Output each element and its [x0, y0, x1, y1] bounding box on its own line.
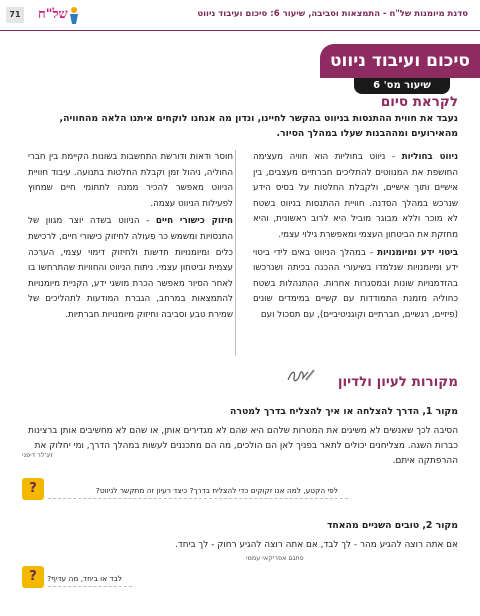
lesson-title: סיכום ועיבוד ניווט: [320, 44, 480, 78]
source-2-author: פתגם אפריקאי עממי: [246, 554, 304, 562]
lesson-number-tag: שיעור מס' 6: [354, 78, 450, 94]
closing-left-column: [28, 150, 233, 326]
paragraph-term: חיזוק כישורי חיים: [155, 216, 234, 227]
question-text: לבד או ביחד, מה עדיף?: [47, 574, 122, 583]
paragraph-term: ביטוי ידע ומיומנויות: [377, 247, 458, 258]
page-number: 71: [6, 7, 24, 23]
source-2-text: אם אתה רוצה להגיע מהר - לך לבד, אם אתה רוצה להגיע רחוק - לך ביחד.: [175, 540, 458, 550]
closing-intro: נעבד את חווית ההתנסות בניווט בהקשר לחיינו, ונדון מה אנחנו לוקחים איתנו הלאה מהחוויה, מהאירועים ומההבנות שעלו במהלך הסיור.: [59, 113, 458, 139]
handwriting-pen-icon: [286, 366, 316, 386]
sources-heading: מקורות לעיון ולדיון: [337, 374, 458, 390]
running-title: סדנת מיומנות של"ח - התמצאות וסביבה, שיעור 6: סיכום ועיבוד ניווט: [197, 9, 468, 19]
paragraph-text: חוסר ודאות ודורשת התחשבות בשונות הקיימת בין חברי החוליה, ניהול זמן וקבלת החלטות בתנועה. עיבוד חוויית הניווט מאפשר להכיר ממנה לתחומי חיים שמחוץ לפעילות הניווט עצמה.: [28, 152, 233, 209]
closing-paragraph: [253, 246, 458, 324]
shelah-logo: [34, 4, 84, 26]
running-header: [0, 0, 480, 31]
closing-paragraph: [28, 214, 233, 323]
logo-text: של"ח: [38, 7, 68, 22]
question-text: לפי הקטע, למה אנו זקוקים כדי להצליח בדרך? כיצד רעיון זה מתקשר לניווט?: [95, 486, 338, 495]
question-mark-icon: ?: [22, 478, 44, 500]
source-2-question: [22, 566, 462, 588]
closing-paragraph: [253, 150, 458, 244]
paragraph-text: - במהלך הניווט באים לידי ביטוי ידע ומיומנויות שנלמדו בשיעורי ההכנה בכיתה ושנרכשו בהזדמנויות שונות ובמסגרות אחרות. ההתנהלות בשטח כחוליה מזמנת התמודדות עם קשיים במימדים שונים (פיזיים, רגשיים, חברתיים וקוגניטיביים), עם תסכול ועם: [253, 247, 458, 320]
paragraph-term: ניווט בחוליות: [401, 152, 459, 162]
source-1-text: הסיבה לכך שאנשים לא משיגים את המטרות שלהם היא שהם לא מגדירים אותן, או שהם לא מחשיבים אותן ברצינות כברות השגה. מצליחנים יכולים לתאר בפניך לאן הם הולכים, מה הם מתכננים לעשות במהלך הדרך, ומי יחלוק את ההרפתקה איתם.: [28, 426, 458, 466]
source-1-title: מקור 1, הדרך להצלחה או איך להצליח בדרך למטרה: [229, 406, 458, 417]
question-mark-icon: ?: [22, 566, 44, 588]
closing-paragraph: [28, 150, 233, 212]
source-2-title: מקור 2, טובים השניים מהאחד: [326, 520, 458, 531]
paragraph-text: - ניווט בחוליות הוא חוויה מעצימה החושפת את המנווטים להתליכים חברתיים מעצבים, בין אישיים ותוך אישיים, ולקבלת החלטות על בסיס הידע שנרכש במהלך הסדנה. חוויית ההתנסות בניווט בשטח לא מוכר וללא מבוגר מוביל היא לרוב ראשונית, והיא מחזקת את הביטחון העצמי ומאפשרת גילוי עצמי.: [253, 152, 458, 240]
paragraph-text: - הניווט בשדה יוצר מגוון של התנסויות ומשמש כר פעולה לחיזוק כישורי חיים, לרכישת כלים ומיומנויות חדשות ולחיזוק דימוי עצמי, הערכה עצמית וביטחון עצמי. ניתוח הניווט והחוויות שהתרחשו בו לאחר הסיור מאפשר הכרת מושגי ידע, הקניית מיומנויות להתמצאות במרחב, הגברת המודעות לתהליכים של שמירת טבע וסביבה וחיזוק מיומנויות חברתיות.: [28, 216, 233, 320]
closing-right-column: [253, 150, 458, 326]
column-divider: [235, 150, 236, 356]
closing-heading: לקראת סיום: [380, 94, 458, 110]
source-1-author: זיג'לר דיפני: [22, 451, 53, 459]
source-1-question: [22, 478, 462, 500]
